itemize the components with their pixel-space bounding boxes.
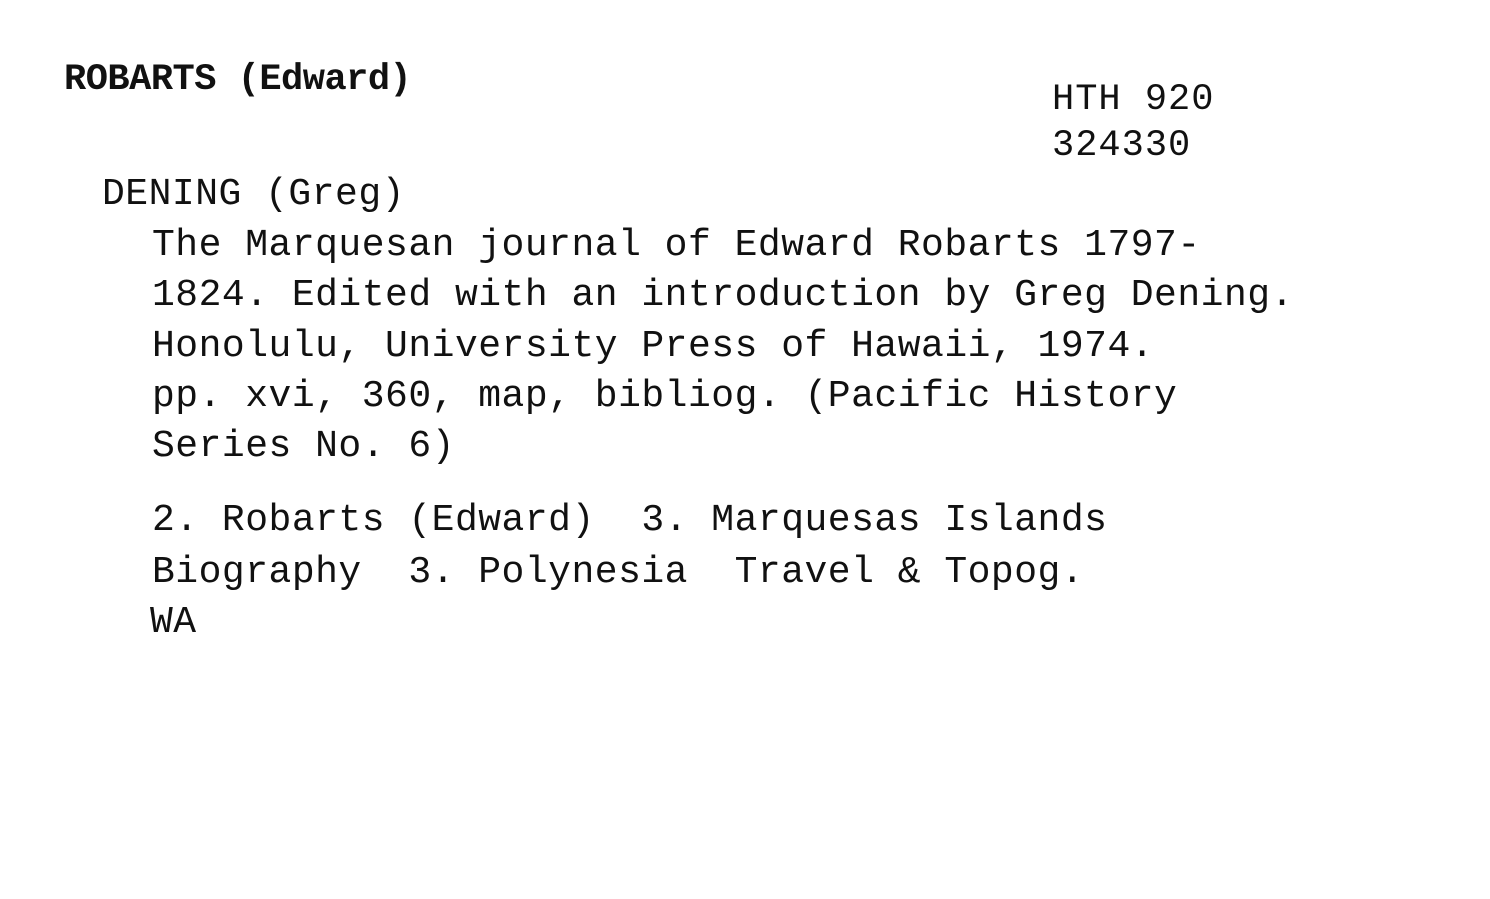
description-line: Honolulu, University Press of Hawaii, 1974.: [152, 325, 1155, 368]
description-line: pp. xvi, 360, map, bibliog. (Pacific History: [152, 375, 1178, 418]
description-line: Series No. 6): [152, 425, 455, 468]
author-entry: DENING (Greg): [102, 173, 405, 216]
main-heading: ROBARTS (Edward): [64, 59, 412, 101]
location-code: WA: [150, 601, 197, 644]
tracing-line: Biography 3. Polynesia Travel & Topog.: [152, 551, 1085, 594]
tracing-line: 2. Robarts (Edward) 3. Marquesas Islands: [152, 499, 1108, 542]
description-line: The Marquesan journal of Edward Robarts 1797-: [152, 224, 1201, 267]
call-number-classification: HTH 920: [1052, 79, 1215, 121]
description-line: 1824. Edited with an introduction by Greg Dening.: [152, 274, 1294, 317]
call-number-accession: 324330: [1052, 125, 1192, 167]
